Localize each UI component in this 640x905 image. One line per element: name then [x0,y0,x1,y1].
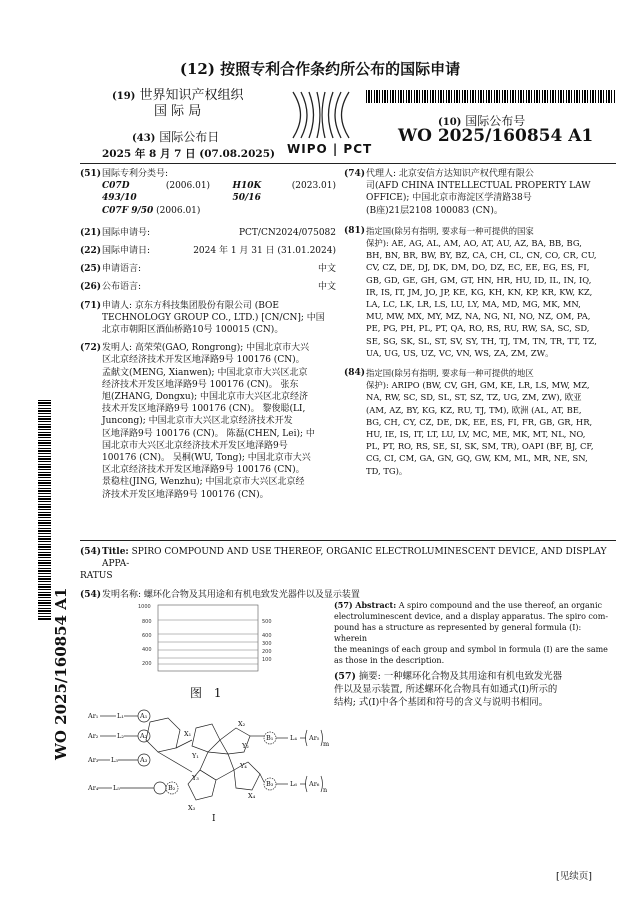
y-tick-label: 400 [142,647,152,653]
label-m: m [323,740,330,748]
label-x2: X₂ [238,720,246,728]
abstract-en-label: Abstract: [355,600,397,610]
cn-title-number: (54) [80,589,102,600]
ipc-classes-row-2 [80,205,336,217]
regional-state-line: TD, TG)。 [366,465,408,476]
field-21-number: (21) [80,227,102,238]
label-l6: L₆ [290,780,297,788]
label-ar3: Ar₃ [88,756,99,764]
designated-state-line: UA, UG, US, UZ, VC, VN, WS, ZA, ZM, ZW。 [366,347,554,358]
org-subtitle: 国 际 局 [154,104,202,119]
applicant-line: 申请人: 京东方科技集团股份有限公司 (BOE [102,300,279,311]
designated-state-line: PE, PG, PH, PL, PT, QA, RO, RS, RU, RW, SA, SC, SD, [366,323,590,334]
publication-language: 中文 [317,282,336,293]
biblio-left-column [80,168,336,501]
designated-states-regional [366,367,594,477]
side-publication-number: WO 2025/160854 A1 [52,587,70,760]
field-51 [80,168,336,180]
field-21 [80,227,336,239]
pubdate-label: 国际公布日 [159,130,220,144]
label-l5: L₅ [113,784,120,792]
regional-state-line: PL, PT, RO, RS, SE, SI, SK, SM, TR), OAPI (BF, BJ, CF, [366,441,594,452]
y-tick-label: 800 [142,619,152,625]
abstract-cn-line: 件以及显示装置, 所述螺环化合物具有如通式(I)所示的 [334,684,558,695]
org-number: (19) [112,91,136,102]
header-divider [80,163,616,164]
right-tick-label: 100 [262,657,272,663]
label-l1: L₁ [117,712,124,720]
label-ar1: Ar₁ [88,712,99,720]
label-ar6: Ar₆ [309,780,320,788]
english-title [102,546,616,570]
ipc-class-1: C07D 493/10 [102,181,137,204]
plot-frame [158,605,258,671]
designated-state-line: GB, GD, GE, GH, GM, GT, HN, HR, HU, ID, IL, IN, IQ, [366,274,592,285]
abstract-english [334,600,616,666]
abstract-cn-label: 摘要: [358,671,381,682]
label-x3: X₃ [188,804,196,812]
applicant-block [102,300,325,337]
en-title-line: RATUS [80,571,113,582]
field-81-number: (81) [344,225,366,236]
regional-state-line: NA, RW, SC, SD, SL, ST, SZ, TZ, UG, ZM, ZW), 欧亚 [366,392,582,403]
org-name: 世界知识产权组织 [139,88,244,103]
inventor-line: Juncong); 中国北京市大兴区北京经济技术开发 [102,416,293,427]
ipc-class-2-year: (2023.01) [291,181,336,192]
chinese-title-row [80,589,616,601]
inventor-line: 国北京市大兴区北京经济技术开发区地泽路9号 [102,440,288,451]
regional-state-line: 指定国(除另有指明, 要求每一种可提供的地区 [366,368,534,379]
inventor-line: 技术开发区地泽路9号 100176 (CN)。 黎俊聪(LI, [102,404,306,415]
field-51-label: 国际专利分类号: [102,169,169,179]
agent-line: 司(AFD CHINA INTELLECTUAL PROPERTY LAW [366,181,591,192]
field-81 [344,225,616,359]
publication-date-label-row [132,128,219,145]
field-71-number: (71) [80,300,102,311]
designated-state-line: BH, BN, BR, BW, BY, BZ, CA, CH, CL, CN, CO, CR, CU, [366,250,597,261]
title-divider [80,540,616,541]
abstract-cn-number: (57) [334,671,356,682]
figure-caption: 图 1 [190,686,226,700]
publication-date-value: 2025 年 8 月 7 日 (07.08.2025) [102,148,275,160]
abstract-en-line: pound has a structure as represented by general formula (I): wherein [334,623,582,643]
applicant-line: 北京市朝阳区酒仙桥路10号 100015 (CN)。 [102,325,284,336]
formula-label: I [212,814,216,824]
publication-number: WO 2025/160854 A1 [398,126,594,146]
right-tick-label: 400 [262,633,272,639]
field-25-label: 申请语言: [102,264,142,275]
label-ar4: Ar₄ [88,784,99,792]
en-title-label: Title: [102,547,129,557]
field-71 [80,300,336,337]
right-tick-label: 500 [262,619,272,625]
biblio-right-column [344,168,616,477]
field-72 [80,342,336,501]
cn-title-label: 发明名称: [102,589,142,600]
label-y4: Y₄ [240,762,247,770]
y-tick-label: 600 [142,633,152,639]
cn-title-value: 螺环化合物及其用途和有机电致发光器件以及显示装置 [143,589,360,600]
regional-state-line: HU, IE, IS, IT, LT, LU, LV, MC, ME, MK, MT, NL, NO, [366,429,586,440]
designated-state-line: MU, MW, MX, MY, MZ, NA, NG, NI, NO, NZ, OM, PA, [366,311,591,322]
abstract-en-number: (57) [334,600,353,610]
side-barcode [38,400,51,620]
pubdate-number: (43) [132,133,156,144]
inventor-line: 区北京经济技术开发区地泽路9号 100176 (CN)。 [102,465,305,476]
field-22 [80,245,336,257]
label-a2: A₂ [140,732,148,740]
label-b1: B₁ [266,734,274,742]
abstract-en-line: as those in the description. [334,656,445,665]
english-title-row [80,546,616,570]
inventor-line: 济技术开发区地泽路9号 100176 (CN)。 [102,489,269,500]
label-y3: Y₃ [192,774,199,782]
agent-line: 代理人: 北京安信方达知识产权代理有限公 [366,169,534,179]
pubno-number: (10) [438,117,462,128]
agent-line: (B座)21层2108 100083 (CN)。 [366,205,503,216]
designated-state-line: LA, LC, LK, LR, LS, LU, LY, MA, MD, MG, MK, MN, [366,299,581,310]
designated-state-line: 指定国(除另有指明, 要求每一种可提供的国家 [366,225,534,236]
field-22-label: 国际申请日: [102,246,151,257]
application-number: PCT/CN2024/075082 [238,227,336,238]
field-51-number: (51) [80,169,102,179]
filing-date: 2024 年 1 月 31 日 (31.01.2024) [193,246,336,257]
field-21-label: 国际申请号: [102,227,151,238]
figure-1-graph [138,602,284,676]
label-n: n [323,786,328,794]
applicant-line: TECHNOLOGY GROUP CO., LTD.) [CN/CN]; 中国 [102,312,325,323]
abstract-en-line: the meanings of each group and symbol in formula (I) are the same [334,645,608,654]
wipo-pct-logo-text: WIPO | PCT [287,142,373,156]
inventor-line: 100176 (CN)。 吴桐(WU, Tong); 中国北京市大兴 [102,453,311,464]
filing-language: 中文 [317,264,336,275]
y-tick-label: 1000 [138,604,151,610]
ipc-class-3-year: (2006.01) [156,205,201,216]
label-l4: L₄ [290,734,297,742]
label-l2: L₂ [117,732,124,740]
label-x4: X₄ [248,792,256,800]
field-25 [80,263,336,275]
designated-state-line: SE, SG, SK, SL, ST, SV, SY, TH, TJ, TM, TN, TR, TT, TZ, [366,335,597,346]
designated-states-national [366,225,597,359]
en-title-line: SPIRO COMPOUND AND USE THEREOF, ORGANIC ELECTROLUMINESCENT DEVICE, AND DISPLAY APPA- [102,547,607,570]
label-x1: X₁ [184,730,192,738]
label-b3: B₃ [266,780,274,788]
pubno-label: 国际公布号 [465,114,526,128]
right-tick-label: 300 [262,641,272,647]
wipo-emblem-icon [285,88,357,144]
field-25-number: (25) [80,264,102,275]
designated-state-line: 保护): AE, AG, AL, AM, AO, AT, AU, AZ, BA, BB, BG, [366,238,582,249]
label-ar2: Ar₂ [88,732,99,740]
abstract-chinese [334,670,616,709]
label-a1: A₁ [140,712,148,720]
continued-page-note: [见续页] [556,871,592,882]
field-26 [80,281,336,293]
regional-state-line: BG, CH, CY, CZ, DE, DK, EE, ES, FI, FR, GB, GR, HR, [366,416,593,427]
inventors-block [102,342,315,501]
field-84-number: (84) [344,368,366,379]
regional-state-line: (AM, AZ, BY, KG, KZ, RU, TJ, TM), 欧洲 (AL, AT, BE, [366,404,582,415]
designated-state-line: CV, CZ, DE, DJ, DK, DM, DO, DZ, EC, EE, EG, ES, FI, [366,262,590,273]
field-74 [344,168,616,217]
field-26-label: 公布语言: [102,282,142,293]
agent-block [366,168,591,217]
top-barcode [366,90,616,103]
general-formula-structure [88,706,328,812]
label-a3: A₃ [140,756,148,764]
document-header-title: (12) 按照专利合作条约所公布的国际申请 [179,60,461,78]
label-b2: B₂ [168,784,176,792]
abstract-en-line: A spiro compound and the use thereof, an organic [398,601,602,610]
regional-state-line: CG, CI, CM, GA, GN, GQ, GW, KM, ML, MR, NE, SN, [366,453,588,464]
field-74-number: (74) [344,169,366,179]
field-22-number: (22) [80,246,102,257]
right-tick-label: 200 [262,649,272,655]
abstract-en-line: electroluminescent device, and a display apparatus. The spiro com- [334,612,609,621]
label-y1: Y₁ [192,752,199,760]
inventor-line: 区地泽路9号 100176 (CN)。 陈磊(CHEN, Lei); 中 [102,428,315,439]
ipc-class-3: C07F 9/50 [102,205,154,216]
title-section [80,546,616,601]
ipc-class-1-year: (2006.01) [165,181,211,192]
field-26-number: (26) [80,282,102,293]
abstract-cn-line: 结构; 式(I)中各个基团和符号的含义与说明书相同。 [334,697,549,708]
inventor-line: 经济技术开发区地泽路9号 100176 (CN)。 张东 [102,379,299,390]
abstract-cn-line: 一种螺环化合物及其用途和有机电致发光器 [383,671,562,682]
inventor-line: 景稳柱(JING, Wenzhu); 中国北京市大兴区北京经 [102,477,305,488]
plot-lines [158,620,258,664]
y-tick-label: 200 [142,661,152,667]
inventor-line: 旭(ZHANG, Dongxu); 中国北京市大兴区北京经济 [102,392,309,403]
regional-state-line: 保护): ARIPO (BW, CV, GH, GM, KE, LR, LS, MW, MZ, [366,380,590,391]
inventor-line: 区北京经济技术开发区地泽路9号 100176 (CN)。 [102,355,305,366]
agent-line: OFFICE); 中国北京市海淀区学清路38号 [366,193,532,204]
en-title-number: (54) [80,547,102,557]
field-84 [344,367,616,477]
designated-state-line: IR, IS, IT, JM, JO, JP, KE, KG, KH, KN, KP, KR, KW, KZ, [366,286,593,297]
field-72-number: (72) [80,343,102,354]
ipc-classes-row-1 [80,180,336,204]
label-ar5: Ar₅ [309,734,320,742]
inventor-line: 孟献文(MENG, Xianwen); 中国北京市大兴区北京 [102,367,308,378]
label-y2: Y₂ [242,742,249,750]
label-l3: L₃ [111,756,118,764]
ipc-class-2: H10K 50/16 [232,181,262,204]
inventor-line: 发明人: 高荣荣(GAO, Rongrong); 中国北京市大兴 [102,343,310,354]
